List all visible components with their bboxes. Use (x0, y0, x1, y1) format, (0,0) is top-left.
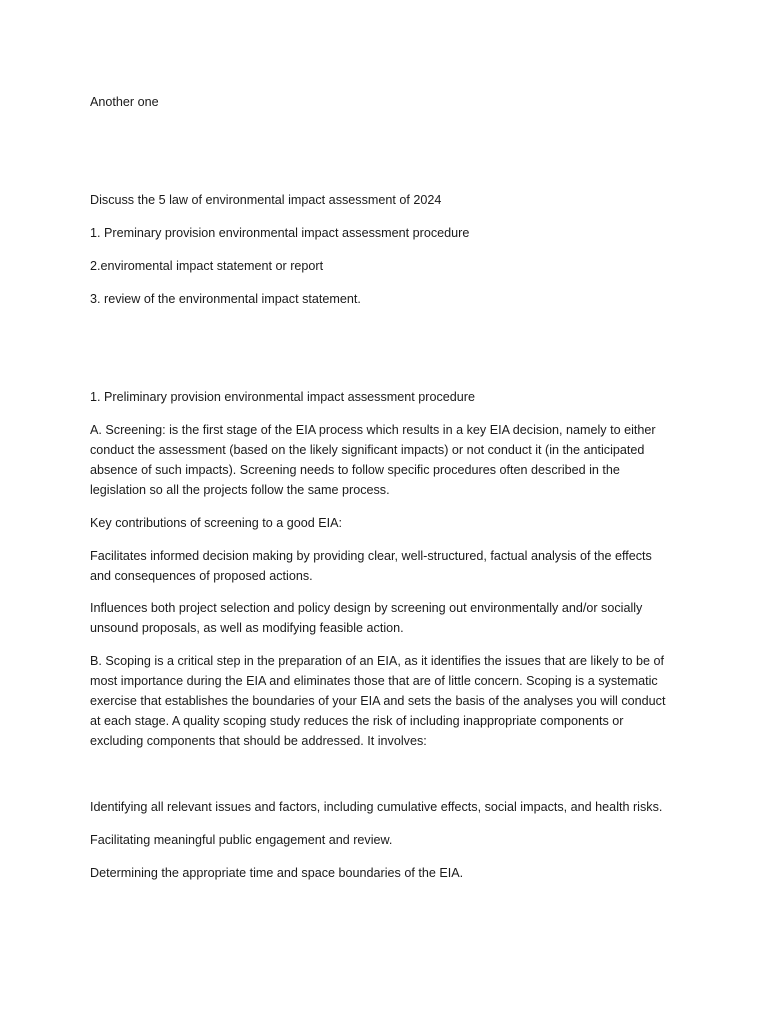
section-heading-preliminary: 1. Preliminary provision environmental impact assessment procedure (90, 390, 475, 404)
scoping-paragraph: B. Scoping is a critical step in the preparation of an EIA, as it identifies the issues that are likely to be of most importance during the EIA and eliminates those that are of little concern. Scoping is a systematic exercise that establishes the boundaries of your EIA and sets the basis of the analyses you will conduct at each stage. A quality scoping study reduces the risk of including inappropriate components or excluding components that should be addressed. It involves: (90, 654, 666, 748)
screening-contributions-heading: Key contributions of screening to a good EIA: (90, 516, 343, 530)
list-item-2: 2.enviromental impact statement or report (90, 259, 324, 273)
screening-paragraph: A. Screening: is the first stage of the EIA process which results in a key EIA decision, namely to either conduct the assessment (based on the likely significant impacts) or not conduct it (in the anticipated absence of such impacts). Screening needs to follow specific procedures often described in the legislation so all the projects follow the same process. (90, 423, 656, 497)
document-intro-text: Another one (90, 95, 159, 109)
screening-contribution-2: Influences both project selection and policy design by screening out environmentally and/or socially unsound proposals, as well as modifying feasible action. (90, 601, 643, 635)
list-item-1: 1. Preminary provision environmental impact assessment procedure (90, 226, 470, 240)
list-item-3: 3. review of the environmental impact statement. (90, 292, 361, 306)
scoping-item-2: Facilitating meaningful public engagement and review. (90, 833, 393, 847)
screening-contribution-1: Facilitates informed decision making by providing clear, well-structured, factual analysis of the effects and consequences of proposed actions. (90, 549, 652, 583)
question-heading: Discuss the 5 law of environmental impact assessment of 2024 (90, 193, 442, 207)
scoping-item-3: Determining the appropriate time and space boundaries of the EIA. (90, 866, 464, 880)
scoping-item-1: Identifying all relevant issues and factors, including cumulative effects, social impacts, and health risks. (90, 800, 663, 814)
